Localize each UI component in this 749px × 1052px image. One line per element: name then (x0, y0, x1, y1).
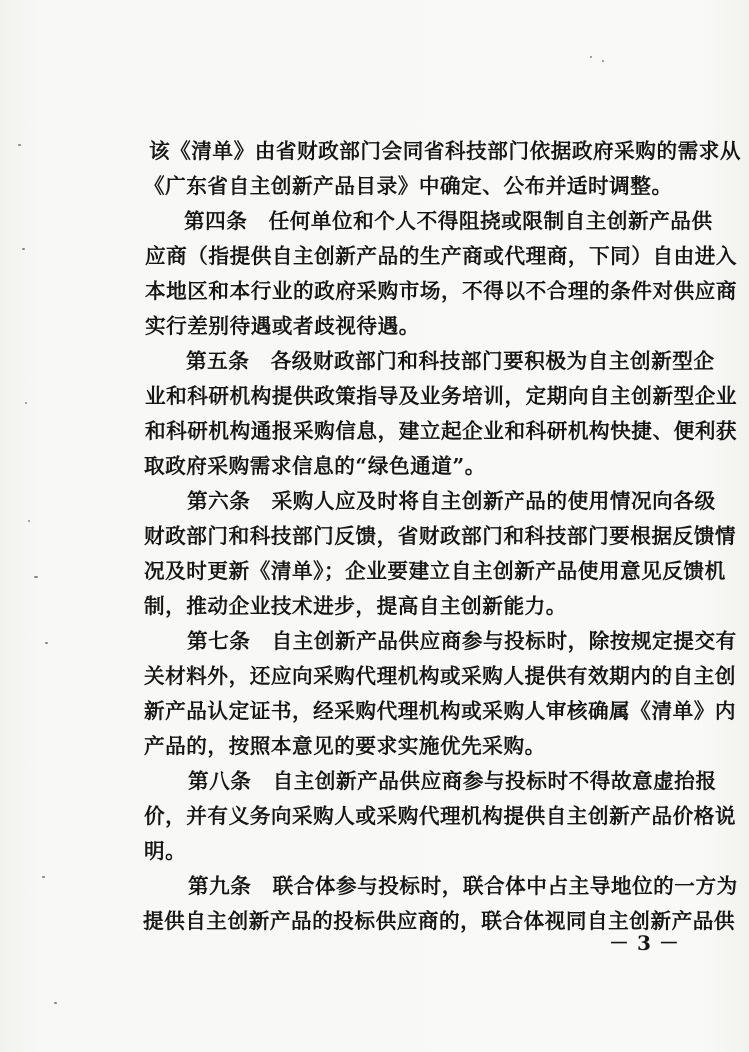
body-line: 该《清单》由省财政部门会同省科技部门依据政府采购的需求从 (149, 139, 742, 163)
section-7-heading-line: 第七条 自主创新产品供应商参与投标时，除按规定提交有 (187, 629, 737, 653)
body-line: 财政部门和科技部门反馈，省财政部门和科技部门要根据反馈情 (144, 524, 737, 548)
body-line: 《广东省自主创新产品目录》中确定、公布并适时调整。 (144, 174, 673, 198)
page-number: － 3 － (609, 931, 680, 955)
body-line: 关材料外，还应向采购代理机构或采购人提供有效期内的自主创 (144, 664, 737, 688)
section-8-heading-line: 第八条 自主创新产品供应商参与投标时不得故意虚抬报 (188, 769, 717, 793)
body-line: 价，并有义务向采购人或采购代理机构提供自主创新产品价格说 (144, 804, 737, 828)
body-line: 明。 (144, 839, 187, 863)
section-5-heading-line: 第五条 各级财政部门和科技部门要积极为自主创新型企 (186, 349, 715, 373)
body-line: 和科研机构通报采购信息，建立起企业和科研机构快捷、便利获 (145, 419, 738, 443)
section-4-heading-line: 第四条 任何单位和个人不得阻挠或限制自主创新产品供 (184, 209, 713, 233)
section-9-heading-line: 第九条 联合体参与投标时，联合体中占主导地位的一方为 (188, 874, 738, 898)
section-6-heading-line: 第六条 采购人应及时将自主创新产品的使用情况向各级 (187, 489, 716, 513)
body-line: 取政府采购需求信息的“绿色通道”。 (144, 454, 486, 478)
body-line: 提供自主创新产品的投标供应商的，联合体视同自主创新产品供 (143, 909, 736, 933)
body-line: 新产品认定证书，经采购代理机构或采购人审核确属《清单》内 (144, 699, 737, 723)
body-line: 况及时更新《清单》；企业要建立自主创新产品使用意见反馈机 (144, 559, 726, 583)
body-line: 产品的，按照本意见的要求实施优先采购。 (144, 734, 546, 758)
body-line: 制，推动企业技术进步，提高自主创新能力。 (144, 594, 567, 618)
body-line: 业和科研机构提供政策指导及业务培训，定期向自主创新型企业 (145, 384, 738, 408)
body-line: 实行差别待遇或者歧视待遇。 (145, 314, 420, 338)
body-line: 本地区和本行业的政府采购市场，不得以不合理的条件对供应商 (145, 279, 738, 303)
body-line: 应商（指提供自主创新产品的生产商或代理商，下同）自由进入 (145, 244, 738, 268)
